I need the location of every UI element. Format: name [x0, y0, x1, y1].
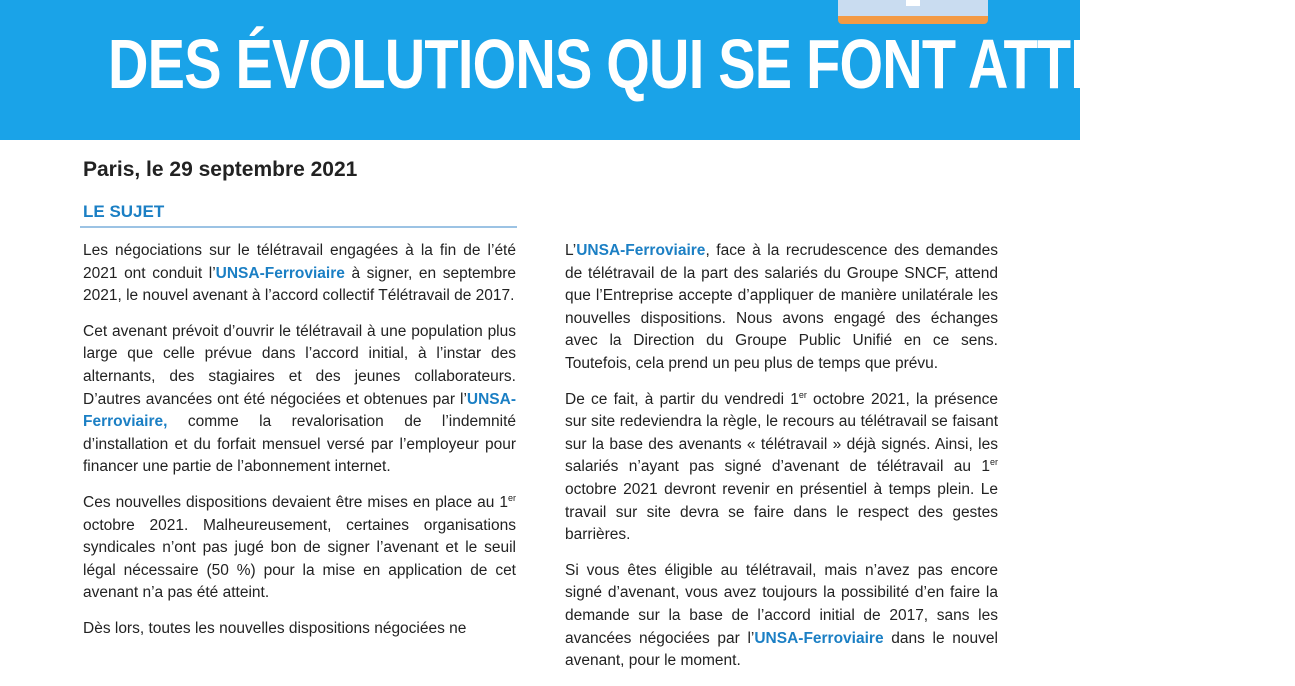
header-banner	[0, 0, 1295, 140]
section-divider	[80, 226, 517, 228]
right-column	[565, 240, 998, 686]
section-heading: LE SUJET	[83, 202, 165, 221]
date-line: Paris, le 29 septembre 2021	[83, 158, 358, 181]
brand-name: UNSA-Ferroviaire	[215, 264, 345, 282]
paragraph: De ce fait, à partir du vendredi 1er octobre 2021, la présence sur site redeviendra la règle, le recours au télétravail se faisant sur la base des avenants « télétravail » déjà signés. Ainsi, les salariés n’ayant pas signé d’avenant de télétravail au 1er octobre 2021 devront revenir en présentiel à temps plein. Le travail sur site devra se faire dans le respect des gestes barrières.	[565, 389, 998, 544]
brand-name: UNSA-Ferroviaire	[576, 242, 706, 259]
paragraph: Si vous êtes éligible au télétravail, mais n’avez pas encore signé d’avenant, vous avez toujours la possibilité d’en faire la demande sur la base de l’accord initial de 2017, sans les avancées négociées par l’UNSA-Ferroviaire dans le nouvel avenant, pour le moment.	[565, 561, 998, 670]
brand-name: UNSA-Ferroviaire	[83, 390, 516, 431]
brand-name: UNSA-Ferroviaire	[754, 629, 884, 647]
paragraph: L’UNSA-Ferroviaire, face à la recrudescence des demandes de télétravail de la part des salariés du Groupe SNCF, attend que l’Entreprise accepte d’appliquer de manière unilatérale les nouvelles dispositions. Nous avons engagé des échanges avec la Direction du Groupe Public Unifié en ce sens. Toutefois, cela prend un peu plus de temps que prévu.	[565, 242, 998, 372]
banner-title: DES ÉVOLUTIONS QUI SE FONT ATTENDRE !	[108, 25, 1295, 103]
paragraph: Dès lors, toutes les nouvelles dispositions négociées ne	[83, 619, 467, 637]
illustration-mark	[906, 0, 920, 6]
paragraph: Les négociations sur le télétravail engagées à la fin de l’été 2021 ont conduit l’UNSA-Ferroviaire à signer, en septembre 2021, le nouvel avenant à l’accord collectif Télétravail de 2017.	[83, 242, 516, 305]
paragraph: Cet avenant prévoit d’ouvrir le télétravail à une population plus large que celle prévue dans l’accord initial, à l’instar des alternants, des stagiaires et des jeunes collaborateurs. D’autres avancées ont été négociées et obtenues par l’UNSA-Ferroviaire, comme la revalorisation de l’indemnité d’installation et du forfait mensuel versé par l’employeur pour financer une partie de l’abonnement internet.	[83, 322, 516, 476]
left-column	[83, 240, 516, 654]
paragraph: Ces nouvelles dispositions devaient être mises en place au 1er octobre 2021. Malheureusement, certaines organisations syndicales n’ont pas jugé bon de signer l’avenant et le seuil légal nécessaire (50 %) pour la mise en application de cet avenant n’a pas été atteint.	[83, 492, 516, 602]
